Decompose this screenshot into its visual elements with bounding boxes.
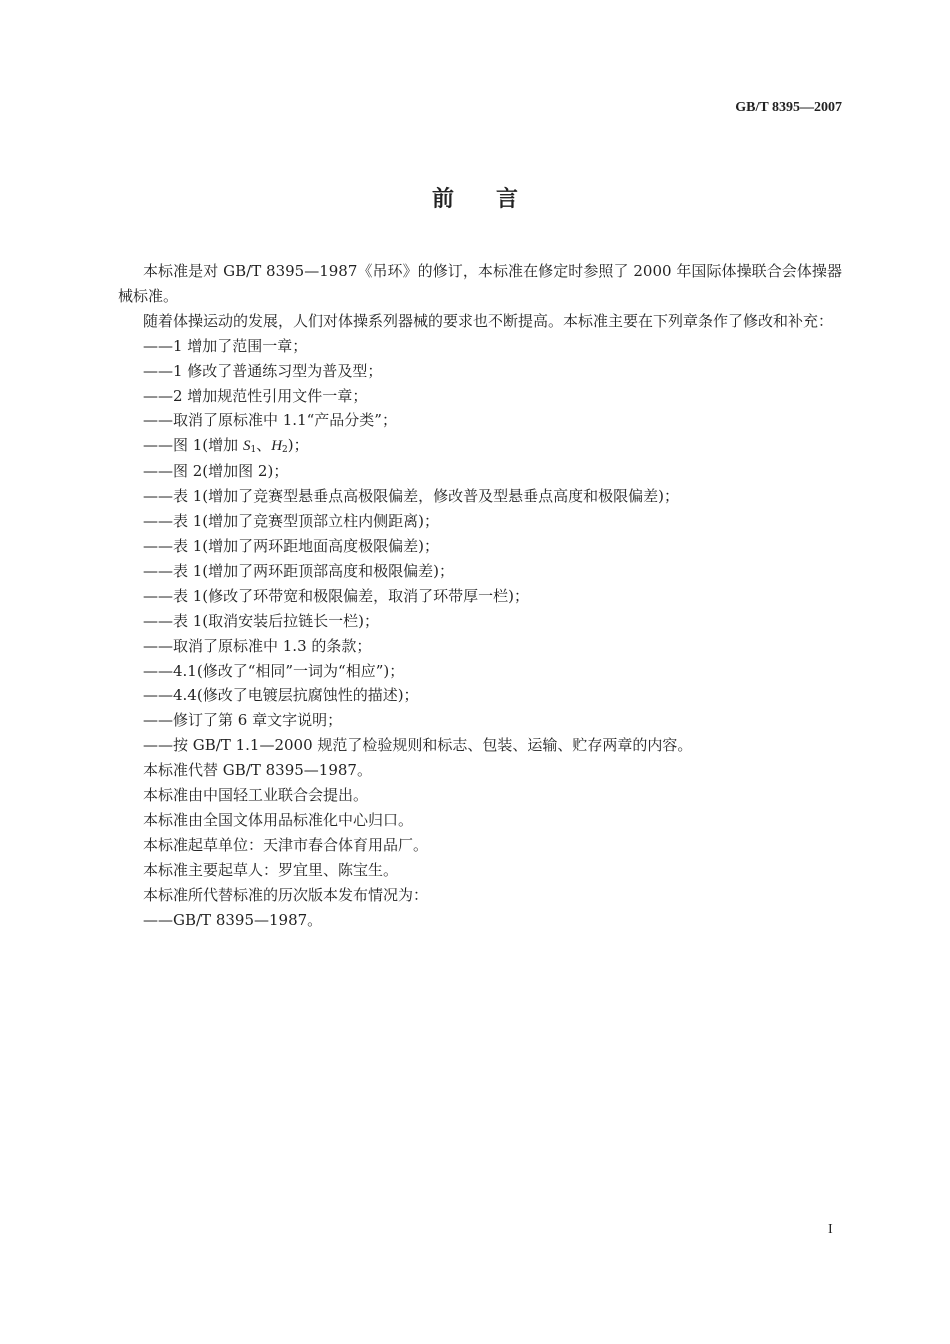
list-item: ——表 1(取消安装后拉链长一栏)； [143, 611, 380, 630]
list-item: ——4.4(修改了电镀层抗腐蚀性的描述)； [143, 686, 419, 705]
page-title: 前言 [431, 187, 560, 212]
list-item: ——取消了原标准中 1.3 的条款； [143, 636, 372, 655]
list-item: ——表 1(增加了竞赛型顶部立柱内侧距离)； [143, 512, 440, 531]
standard-code: GB/T 8395—2007 [735, 100, 842, 115]
paragraph: 本标准是对 GB/T 8395—1987《吊环》的修订，本标准在修定时参照了 2000 年国际体操联合会体操器械标准。 [118, 262, 842, 305]
list-item: ——表 1(增加了竞赛型悬垂点高极限偏差，修改普及型悬垂点高度和极限偏差)； [143, 487, 680, 506]
statement: ——GB/T 8395—1987。 [143, 910, 323, 929]
statement: 本标准由中国轻工业联合会提出。 [143, 786, 369, 805]
statement: 本标准所代替标准的历次版本发布情况为： [143, 885, 429, 904]
foreword-body [118, 259, 842, 932]
subscript: 2 [282, 445, 288, 456]
subscript: 1 [250, 445, 257, 456]
statement: 本标准起草单位：天津市春合体育用品厂。 [143, 835, 429, 854]
list-item: ——表 1(增加了两环距地面高度极限偏差)； [143, 536, 440, 555]
list-item [118, 433, 842, 459]
text: 、 [256, 436, 272, 455]
list-item: ——按 GB/T 1.1—2000 规范了检验规则和标志、包装、运输、贮存两章的内容。 [143, 736, 693, 755]
text: ——图 1(增加 [143, 436, 243, 455]
page-number: I [828, 1222, 833, 1237]
list-item: ——1 修改了普通练习型为普及型； [143, 361, 383, 380]
list-item: ——取消了原标准中 1.1“产品分类”； [143, 411, 397, 430]
paragraph: 随着体操运动的发展，人们对体操系列器械的要求也不断提高。本标准主要在下列章条作了修改和补充： [143, 311, 834, 330]
list-item: ——表 1(增加了两环距顶部高度和极限偏差)； [143, 561, 455, 580]
list-item: ——4.1(修改了“相同”一词为“相应”)； [143, 661, 405, 680]
list-item: ——1 增加了范围一章； [143, 336, 308, 355]
statement: 本标准主要起草人：罗宜里、陈宝生。 [143, 860, 399, 879]
symbol-h: H [271, 438, 283, 455]
list-item: ——图 2(增加图 2)； [143, 462, 289, 481]
symbol-s: S [242, 438, 251, 455]
statement: 本标准代替 GB/T 8395—1987。 [143, 761, 372, 780]
text: )； [287, 436, 309, 455]
list-item: ——2 增加规范性引用文件一章； [143, 386, 368, 405]
statement: 本标准由全国文体用品标准化中心归口。 [143, 810, 414, 829]
list-item: ——修订了第 6 章文字说明； [143, 711, 343, 730]
list-item: ——表 1(修改了环带宽和极限偏差，取消了环带厚一栏)； [143, 586, 530, 605]
